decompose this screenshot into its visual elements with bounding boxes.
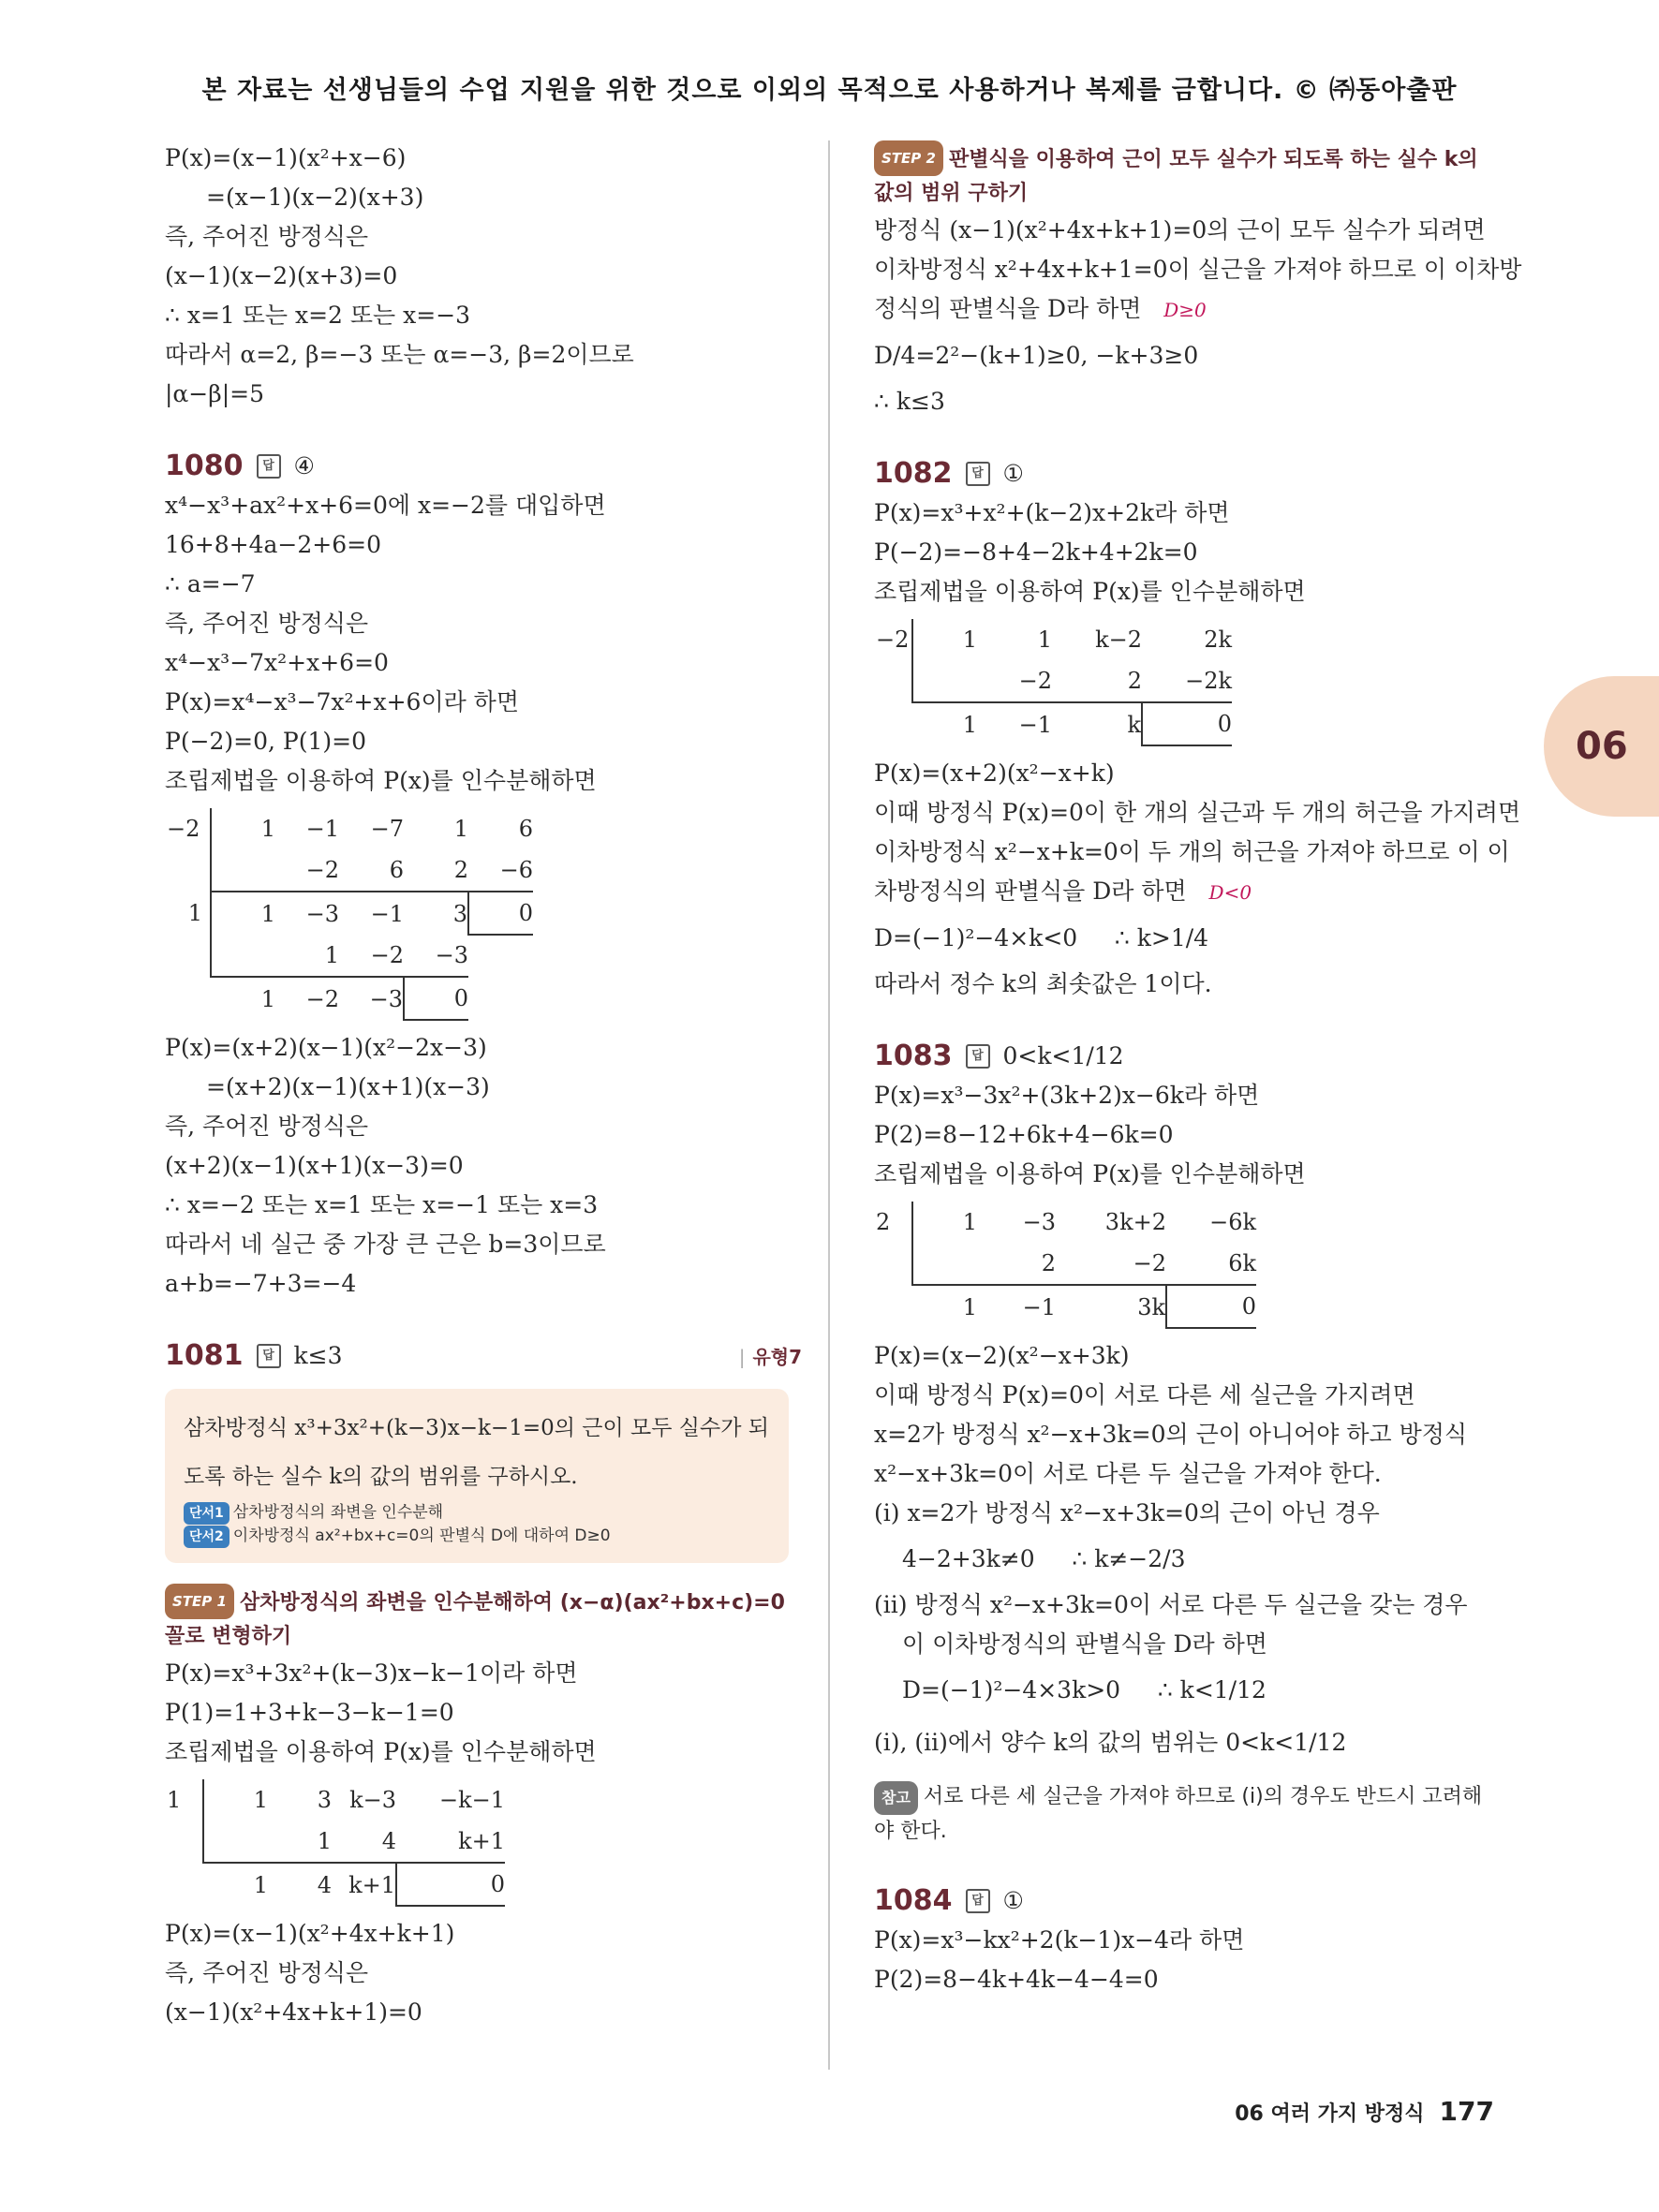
synth-cell: −2	[370, 942, 404, 968]
question-type: 유형7	[752, 1346, 802, 1368]
solution-line: 즉, 주어진 방정식은	[165, 223, 369, 250]
solution-line: x=2가 방정식 x²−x+3k=0의 근이 아니어야 하고 방정식	[874, 1421, 1468, 1448]
solution-line: D=(−1)²−4×k<0 ∴ k>1/4	[874, 924, 1209, 951]
solution-line: (ii) 방정식 x²−x+3k=0이 서로 다른 두 실근을 갖는 경우	[874, 1591, 1468, 1618]
chapter-tab-label: 06	[1576, 725, 1628, 768]
solution-line: 이 이차방정식의 판별식을 D라 하면	[902, 1630, 1267, 1658]
solution-text: 정식의 판별식을 D라 하면	[874, 295, 1142, 322]
question-heading	[874, 1040, 1502, 1072]
solution-line: 조립제법을 이용하여 P(x)를 인수분해하면	[165, 767, 597, 794]
question-1082	[874, 457, 1521, 1004]
synth-cell: k+1	[332, 1863, 396, 1906]
solution-line	[874, 872, 1502, 912]
synth-cell	[211, 849, 275, 892]
hint-text: 삼차방정식의 좌변을 인수분해	[232, 1503, 444, 1522]
synthetic-division-table	[874, 619, 1502, 746]
answer-icon: 답	[966, 1889, 990, 1913]
solution-line: x⁴−x³+ax²+x+6=0에 x=−2를 대입하면	[165, 492, 606, 519]
question-answer: ①	[1002, 1887, 1024, 1914]
solution-line: (i) x=2가 방정식 x²−x+3k=0의 근이 아닌 경우	[874, 1499, 1380, 1526]
question-number: 1084	[874, 1884, 953, 1917]
solution-line: 즉, 주어진 방정식은	[165, 1959, 369, 1986]
synth-cell: 1	[187, 900, 202, 926]
synth-cell	[165, 1821, 203, 1863]
discriminant-note: D<0	[1208, 881, 1252, 904]
synth-cell: −2	[167, 816, 200, 842]
synth-cell: 3	[404, 892, 468, 935]
solution-line: ∴ x=1 또는 x=2 또는 x=−3	[165, 302, 471, 329]
solution-line: 이때 방정식 P(x)=0이 서로 다른 세 실근을 가지려면	[874, 1381, 1415, 1408]
synth-cell: k+1	[458, 1828, 505, 1854]
page-footer	[1235, 2096, 1494, 2127]
synth-cell: −2	[1018, 668, 1052, 694]
solution-line: 이차방정식 x²−x+k=0이 두 개의 허근을 가져야 하므로 이 이	[874, 838, 1510, 865]
solution-line: P(−2)=−8+4−2k+4+2k=0	[874, 538, 1198, 566]
question-answer: ①	[1002, 460, 1024, 487]
step-2-block	[874, 140, 1522, 421]
synth-cell: −3	[435, 942, 468, 968]
hint-badge: 단서1	[184, 1502, 230, 1525]
answer-icon: 답	[257, 1344, 281, 1368]
answer-icon: 답	[966, 1044, 990, 1069]
synth-cell	[874, 1285, 912, 1328]
synth-cell: 2k	[1204, 627, 1232, 653]
synth-cell	[165, 935, 211, 977]
synth-cell: 2	[1127, 668, 1142, 694]
synth-remainder: 0	[404, 977, 468, 1020]
synth-cell: 3k	[1056, 1285, 1166, 1328]
solution-line: P(x)=x³+3x²+(k−3)x−k−1이라 하면	[165, 1659, 578, 1687]
solution-line: 조립제법을 이용하여 P(x)를 인수분해하면	[165, 1738, 597, 1765]
step-title: 삼차방정식의 좌변을 인수분해하여 (x−α)(ax²+bx+c)=0 꼴로 변형하기	[165, 1591, 785, 1648]
solution-line: ∴ k≤3	[874, 388, 945, 415]
solution-line: 따라서 정수 k의 최솟값은 1이다.	[874, 970, 1212, 997]
synth-cell: k	[1052, 702, 1142, 745]
synth-cell: −2	[876, 627, 910, 653]
synth-cell: 1	[167, 1787, 182, 1813]
synth-cell: 1	[324, 942, 339, 968]
solution-line: 이때 방정식 P(x)=0이 한 개의 실근과 두 개의 허근을 가지려면	[874, 799, 1521, 826]
question-1083	[874, 1040, 1502, 1849]
synth-cell: −6k	[1209, 1209, 1256, 1235]
hint-badge: 단서2	[184, 1526, 230, 1548]
solution-line: P(x)=x³+x²+(k−2)x+2k라 하면	[874, 499, 1230, 526]
synth-cell: 1	[211, 977, 275, 1020]
synth-cell: 1	[1037, 627, 1052, 653]
synth-cell: −3	[275, 892, 339, 935]
synth-cell: k−3	[349, 1787, 396, 1813]
solution-line: x²−x+3k=0이 서로 다른 두 실근을 가져야 한다.	[874, 1460, 1382, 1487]
solution-line: P(2)=8−4k+4k−4−4=0	[874, 1966, 1159, 1993]
question-heading	[874, 1884, 1502, 1917]
left-column	[165, 139, 802, 2032]
synthetic-division-table	[874, 1202, 1502, 1329]
question-1084	[874, 1884, 1502, 1999]
solution-line: ∴ a=−7	[165, 570, 256, 597]
chapter-side-tab	[1544, 676, 1659, 817]
reference-badge: 참고	[874, 1781, 918, 1815]
synth-remainder: 0	[1142, 702, 1232, 745]
synth-cell: −3	[339, 977, 404, 1020]
solution-line: P(x)=x³−3x²+(3k+2)x−6k라 하면	[874, 1082, 1260, 1109]
reference-text: 서로 다른 세 실근을 가져야 하므로 (i)의 경우도 반드시 고려해야 한다.	[874, 1785, 1483, 1843]
question-answer: ④	[293, 452, 315, 479]
solution-line: P(x)=(x−1)(x²+4x+k+1)	[165, 1920, 455, 1947]
copyright-header: 본 자료는 선생님들의 수업 지원을 위한 것으로 이외의 목적으로 사용하거나 복제를 금합니다. © ㈜동아출판	[201, 76, 1458, 105]
solution-line: P(x)=(x+2)(x²−x+k)	[874, 759, 1115, 787]
synth-remainder: 0	[468, 892, 533, 935]
chapter-title: 06 여러 가지 방정식	[1235, 2102, 1425, 2126]
solution-line: D/4=2²−(k+1)≥0, −k+3≥0	[874, 342, 1199, 369]
synth-cell: 1	[912, 1202, 977, 1243]
solution-line: P(x)=x³−kx²+2(k−1)x−4라 하면	[874, 1926, 1245, 1954]
answer-icon: 답	[966, 462, 990, 486]
synth-cell: −2	[1133, 1250, 1166, 1276]
synth-cell: −2	[275, 977, 339, 1020]
solution-line: P(2)=8−12+6k+4−6k=0	[874, 1121, 1174, 1148]
solution-line: P(−2)=0, P(1)=0	[165, 728, 367, 755]
solution-line: D=(−1)²−4×3k>0 ∴ k<1/12	[902, 1676, 1266, 1703]
solution-line: x⁴−x³−7x²+x+6=0	[165, 649, 389, 676]
synthetic-division-table	[165, 1779, 802, 1907]
step-badge: STEP 1	[165, 1584, 234, 1619]
hint-line	[184, 1525, 770, 1548]
solution-line: 조립제법을 이용하여 P(x)를 인수분해하면	[874, 1160, 1306, 1187]
synth-cell: −1	[339, 892, 404, 935]
answer-icon: 답	[257, 454, 281, 479]
column-divider	[828, 140, 830, 2070]
synth-cell: −1	[305, 816, 339, 842]
solution-line: 4−2+3k≠0 ∴ k≠−2/3	[902, 1545, 1186, 1572]
solution-line: 즉, 주어진 방정식은	[165, 610, 369, 637]
synth-cell: 6	[518, 816, 533, 842]
solution-line: P(x)=(x−2)(x²−x+3k)	[874, 1342, 1130, 1369]
synth-cell: 1	[453, 816, 468, 842]
right-column	[874, 139, 1522, 1999]
synth-cell: 4	[381, 1828, 396, 1854]
solution-line: (x−1)(x−2)(x+3)=0	[165, 262, 398, 289]
solution-line: a+b=−7+3=−4	[165, 1270, 357, 1297]
synth-cell	[165, 849, 211, 892]
problem-statement: 삼차방정식 x³+3x²+(k−3)x−k−1=0의 근이 모두 실수가 되도록 하는 실수 k의 값의 범위를 구하시오.	[184, 1416, 769, 1489]
hint-line	[184, 1501, 770, 1525]
solution-line: =(x+2)(x−1)(x+1)(x−3)	[206, 1073, 490, 1100]
question-number: 1080	[165, 450, 244, 482]
synth-cell: −6	[499, 857, 533, 883]
step-badge: STEP 2	[874, 140, 943, 176]
solution-line: P(x)=x⁴−x³−7x²+x+6이라 하면	[165, 688, 519, 715]
synth-cell	[874, 660, 912, 702]
problem-hint-box	[165, 1389, 789, 1563]
solution-line	[874, 289, 1502, 330]
solution-line: 이차방정식 x²+4x+k+1=0이 실근을 가져야 하므로 이 이차방	[874, 256, 1522, 283]
solution-line: 따라서 네 실근 중 가장 큰 근은 b=3이므로	[165, 1231, 606, 1258]
solution-line: P(x)=(x+2)(x−1)(x²−2x−3)	[165, 1034, 487, 1061]
synth-cell: 1	[203, 1779, 268, 1821]
synth-cell	[874, 702, 912, 745]
solution-line: 방정식 (x−1)(x²+4x+k+1)=0의 근이 모두 실수가 되려면	[874, 216, 1486, 243]
solution-line: ∴ x=−2 또는 x=1 또는 x=−1 또는 x=3	[165, 1191, 599, 1218]
question-number: 1082	[874, 457, 953, 490]
solution-line: 즉, 주어진 방정식은	[165, 1113, 369, 1140]
synth-cell	[468, 977, 533, 1020]
solution-text: 차방정식의 판별식을 D라 하면	[874, 877, 1187, 905]
synth-cell: 1	[912, 619, 977, 660]
synth-cell: −7	[370, 816, 404, 842]
synth-cell: −k−1	[438, 1787, 505, 1813]
synth-cell	[203, 1821, 268, 1863]
question-1081	[165, 1339, 802, 2032]
synth-cell	[912, 660, 977, 702]
synth-cell	[874, 1243, 912, 1285]
synth-cell: 3	[317, 1787, 332, 1813]
hint-text: 이차방정식 ax²+bx+c=0의 판별식 D에 대하여 D≥0	[232, 1526, 611, 1545]
synth-cell: −1	[977, 702, 1052, 745]
solution-line: (x+2)(x−1)(x+1)(x−3)=0	[165, 1152, 464, 1179]
solution-line: 따라서 α=2, β=−3 또는 α=−3, β=2이므로	[165, 341, 634, 368]
solution-line: 조립제법을 이용하여 P(x)를 인수분해하면	[874, 578, 1306, 605]
solution-line: =(x−1)(x−2)(x+3)	[206, 184, 424, 211]
intro-solution	[165, 139, 802, 414]
synth-cell: 6	[389, 857, 404, 883]
synth-cell	[211, 935, 275, 977]
synth-cell: −1	[977, 1285, 1056, 1328]
synth-cell: −3	[1022, 1209, 1056, 1235]
discriminant-note: D≥0	[1163, 299, 1207, 321]
synth-cell: 1	[211, 808, 275, 849]
question-1080	[165, 450, 802, 1304]
synth-cell: 2	[876, 1209, 891, 1235]
synth-cell: 6k	[1228, 1250, 1256, 1276]
solution-line: P(1)=1+3+k−3−k−1=0	[165, 1699, 454, 1726]
synth-cell: 2	[453, 857, 468, 883]
question-heading	[165, 1339, 802, 1372]
synth-cell: 3k+2	[1104, 1209, 1166, 1235]
question-number: 1081	[165, 1339, 244, 1372]
solution-line: (x−1)(x²+4x+k+1)=0	[165, 1998, 422, 2026]
step-heading	[165, 1584, 802, 1654]
synth-cell: −2	[305, 857, 339, 883]
synth-cell	[468, 935, 533, 977]
synth-cell: 4	[268, 1863, 332, 1906]
question-heading	[874, 457, 1502, 490]
synth-cell	[165, 977, 211, 1020]
solution-line: P(x)=(x−1)(x²+x−6)	[165, 144, 407, 171]
question-answer: 0<k<1/12	[1002, 1042, 1124, 1069]
synth-remainder: 0	[1166, 1285, 1256, 1328]
synth-remainder: 0	[396, 1863, 505, 1906]
solution-line: 16+8+4a−2+6=0	[165, 531, 381, 558]
synth-cell: k−2	[1095, 627, 1142, 653]
synth-cell: 1	[211, 892, 275, 935]
synth-cell	[912, 1243, 977, 1285]
synth-cell: 1	[912, 1285, 977, 1328]
question-number: 1083	[874, 1040, 953, 1072]
question-type-label: | 유형7	[738, 1346, 802, 1368]
synth-cell: 1	[203, 1863, 268, 1906]
synth-cell: 1	[317, 1828, 332, 1854]
question-heading	[165, 450, 802, 482]
step-title: 판별식을 이용하여 근이 모두 실수가 되도록 하는 실수 k의 값의 범위 구하기	[874, 148, 1478, 205]
reference-note	[874, 1780, 1502, 1849]
synth-cell: 2	[1041, 1250, 1056, 1276]
page-number: 177	[1439, 2096, 1494, 2127]
question-answer: k≤3	[293, 1342, 343, 1369]
synth-cell: 1	[912, 702, 977, 745]
solution-line: (i), (ii)에서 양수 k의 값의 범위는 0<k<1/12	[874, 1729, 1347, 1756]
solution-line: |α−β|=5	[165, 380, 264, 407]
step-heading	[874, 140, 1502, 211]
synth-cell: −2k	[1185, 668, 1232, 694]
synth-cell	[165, 1863, 203, 1906]
synthetic-division-table	[165, 808, 802, 1021]
